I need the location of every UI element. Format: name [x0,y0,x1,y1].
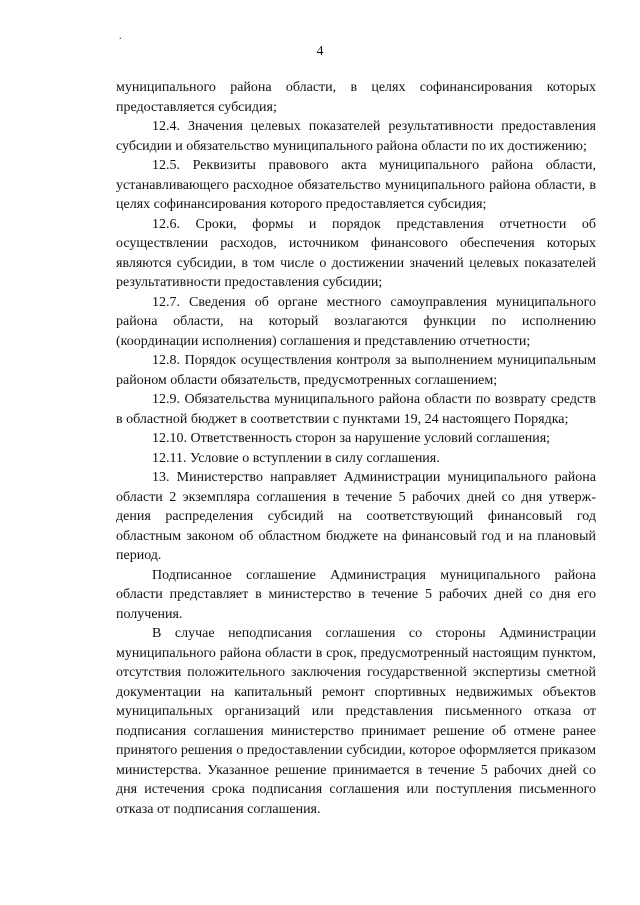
paragraph-12-7: 12.7. Сведения об органе местного самоуправления муниципального района области, на который возлагаются функции по исполнению (координации исполнения) соглашения и представлению отчетности; [116,294,596,349]
page-number: 4 [316,44,324,59]
paragraph-12-5: 12.5. Реквизиты правового акта муниципального района области, устанавливающего расходное обязательство муниципального района области, в целях софинансирования которого предоставляется субсидия; [116,158,596,212]
paragraph-12-10: 12.10. Ответственность сторон за нарушение условий соглашения; [152,431,551,446]
body-text [116,78,596,819]
paragraph-12-11: 12.11. Условие о вступлении в силу соглашения. [152,450,440,466]
paragraph-12-8: 12.8. Порядок осуществления контроля за выполнением муниципальным районом области обязательств, предусмотренных соглашением; [116,353,596,388]
corner-mark: . [119,31,122,42]
paragraph-12-6: 12.6. Сроки, формы и порядок представления отчетности об осуществлении расходов, источником финансового обеспечения которых являются субсидии, в том числе о достижении значений целевых показателей результативности предоставления субсидии; [116,216,596,290]
paragraph-signed-agreement: Подписанное соглашение Администрация муниципального района области представляет в министерство в течение 5 рабочих дней со дня его получения. [116,567,596,622]
paragraph-continuation: муниципального района области, в целях софинансирования которых предоставляется субсидия; [116,80,596,115]
paragraph-13: 13. Министерство направляет Администрации муниципального района области 2 экземпляра соглашения в течение 5 рабочих дней со дня утверж-дения распределения субсидий на соответствующий финансовый год областным законом об областном бюджете на финансовый год и на плановый период. [116,470,596,563]
paragraph-non-signing: В случае неподписания соглашения со стороны Администрации муниципального района области в срок, предусмотренный настоящим пунктом, отсутствия положительного заключения государственной экспертизы сметной документации на капитальный ремонт спортивных недвижимых объектов муниципальных организаций или представления письменного отказа от подписания соглашения министерство принимает решение об отмене ранее принятого решения о предоставлении субсидии, которое оформляется приказом министерства. Указанное решение принимается в течение 5 рабочих дней со дня истечения срока подписания соглашения или поступления письменного отказа от подписания соглашения. [116,626,596,817]
paragraph-12-9: 12.9. Обязательства муниципального района области по возврату средств в областной бюджет в соответствии с пунктами 19, 24 настоящего Порядка; [116,392,596,427]
paragraph-12-4: 12.4. Значения целевых показателей результативности предоставления субсидии и обязательство муниципального района области по их достижению; [116,119,596,154]
